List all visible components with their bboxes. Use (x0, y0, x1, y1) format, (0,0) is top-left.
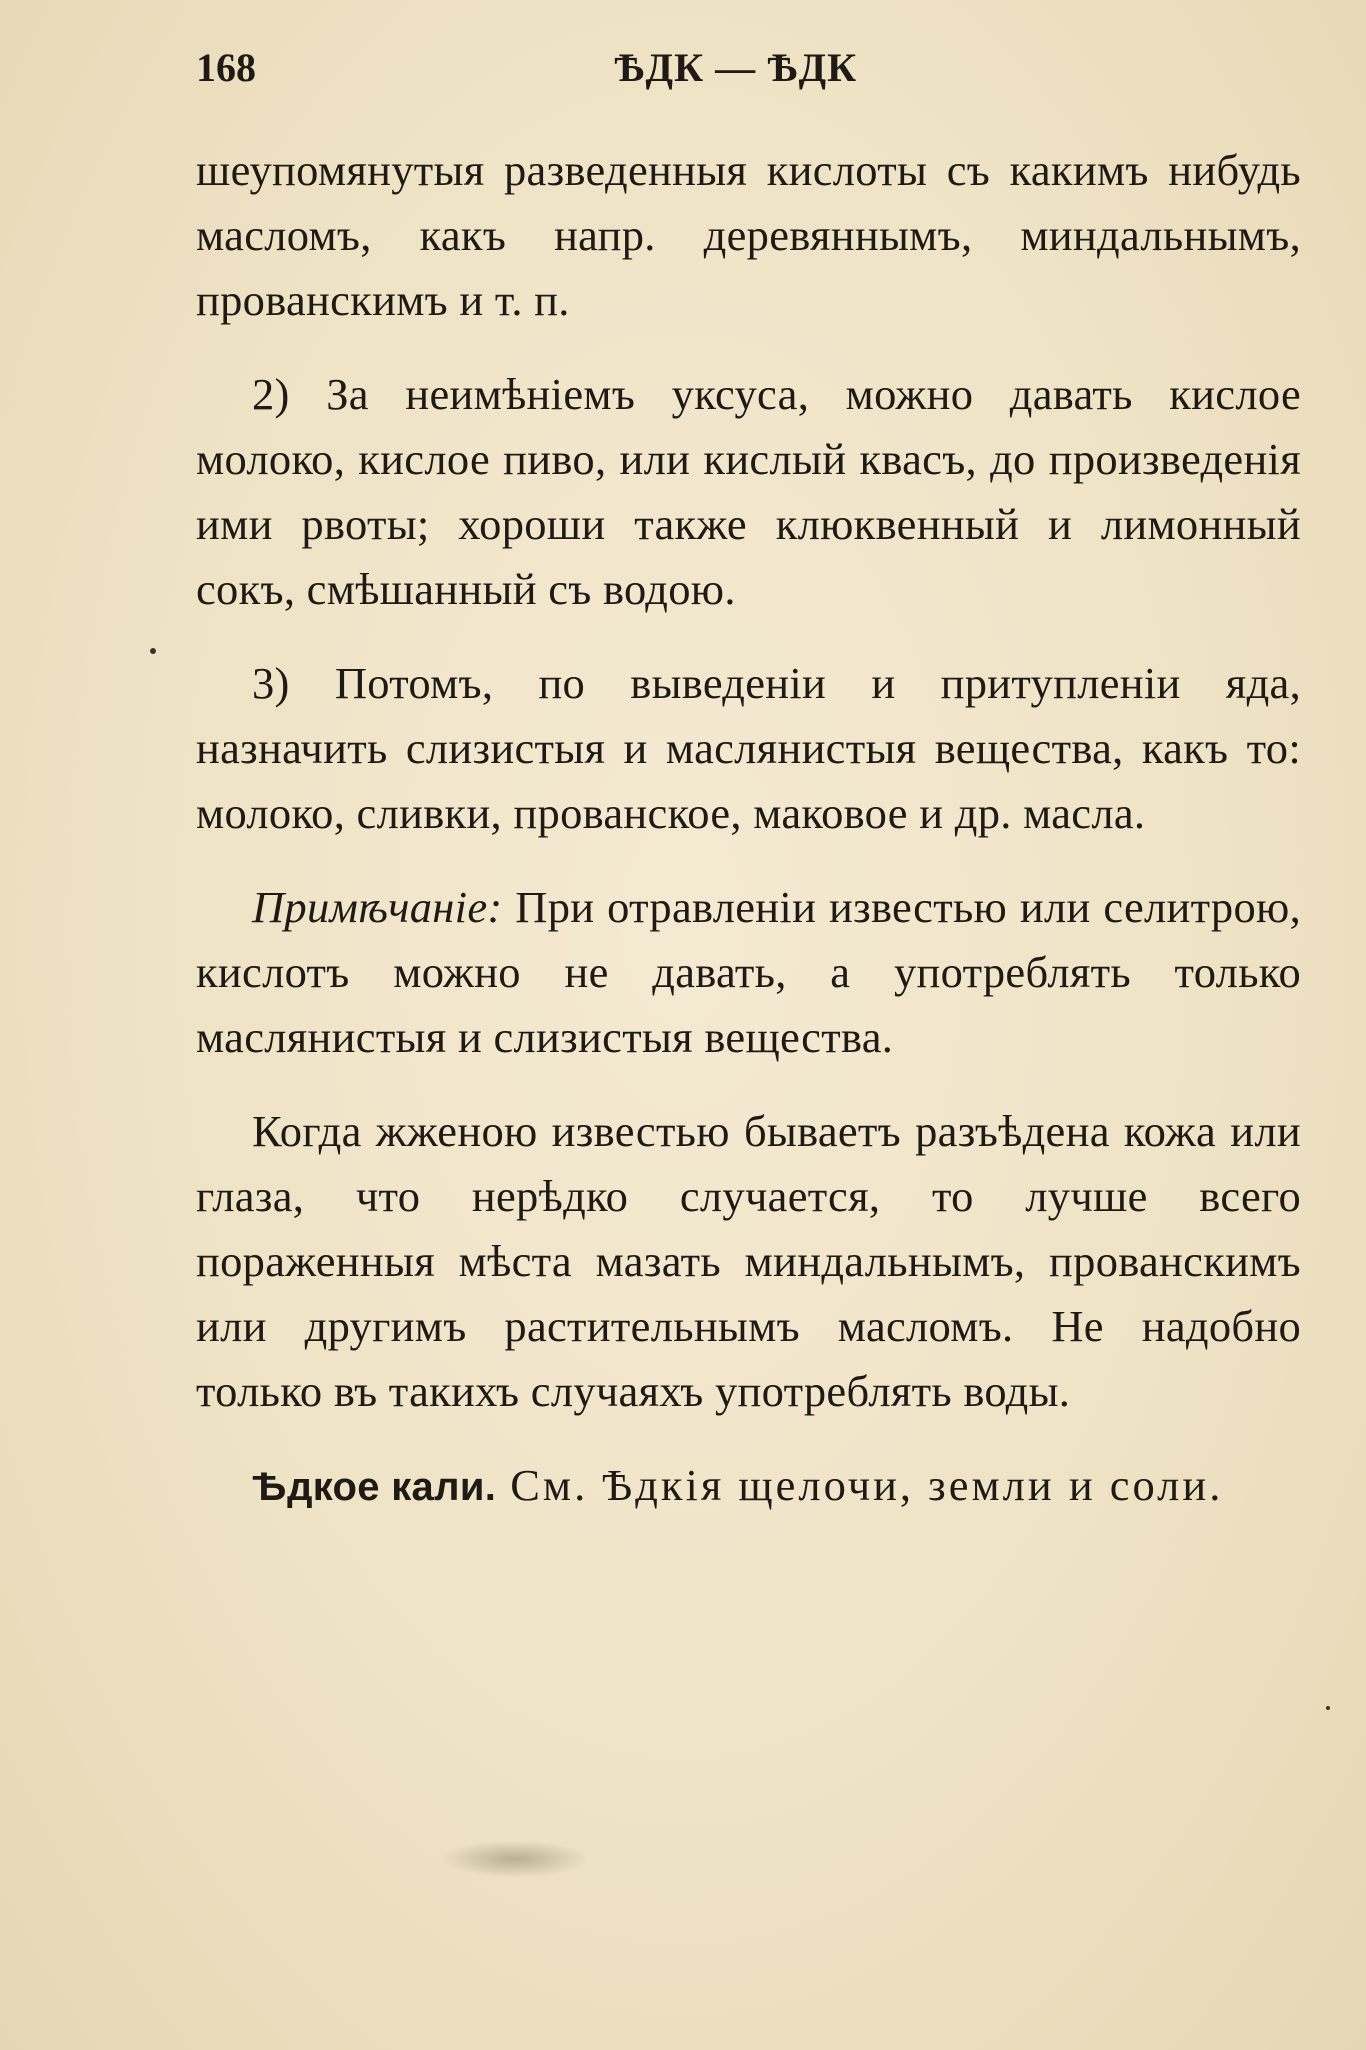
page-number: 168 (196, 45, 256, 90)
paragraph-quicklime (196, 1099, 1301, 1424)
paragraph-item-3 (196, 651, 1301, 846)
entry-term: Ѣдкое кали. (252, 1465, 497, 1509)
page-header (196, 38, 1301, 98)
paragraph-text: Когда жженою известью бываетъ разъѣдена кожа или глаза, что нерѣдко случается, то лучше всего пораженныя мѣста мазать миндальнымъ, прованскимъ или другимъ растительнымъ масломъ. Не надобно только въ такихъ случаяхъ употреблять воды. (196, 1106, 1301, 1416)
paragraph-text: При отравленіи известью или селитрою, кислотъ можно не давать, а употреблять только маслянистыя и слизистыя вещества. (196, 882, 1301, 1062)
paragraph-item-2 (196, 362, 1301, 622)
paragraph-text: 2) За неимѣніемъ уксуса, можно давать кислое молоко, кислое пиво, или кислый квасъ, до произведенія ими рвоты; хороши также клюквенный и лимонный сокъ, смѣшанный съ водою. (196, 369, 1301, 614)
running-head: ѢДК — ѢДК (614, 45, 858, 90)
dictionary-entry (196, 1453, 1301, 1520)
note-label: Примѣчаніе: (252, 882, 503, 932)
ink-smudge (440, 1840, 590, 1878)
paragraph-text: 3) Потомъ, по выведеніи и притупленіи яда, назначить слизистыя и маслянистыя вещества, какъ то: молоко, сливки, прованское, маковое и др. масла. (196, 658, 1301, 838)
body-text (196, 138, 1301, 1549)
paragraph-continuation (196, 138, 1301, 333)
paragraph-text: шеупомянутыя разведенныя кислоты съ какимъ нибудь масломъ, какъ напр. деревяннымъ, миндальнымъ, прованскимъ и т. п. (196, 145, 1301, 325)
paragraph-note (196, 875, 1301, 1070)
ink-speck (1326, 1706, 1330, 1710)
cross-reference: См. Ѣдкія щелочи, земли и соли. (496, 1460, 1224, 1510)
ink-speck (150, 648, 156, 654)
